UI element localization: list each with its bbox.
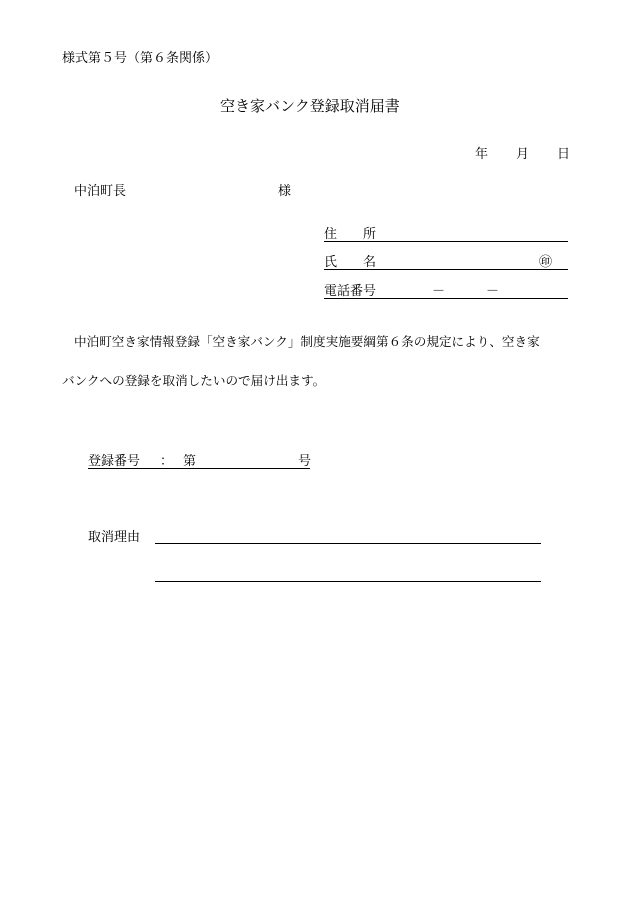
cancel-reason-label: 取消理由 [88, 530, 141, 545]
date-month-label: 月 [516, 147, 530, 162]
seal-mark: ㊞ [539, 255, 553, 270]
date-day-label: 日 [557, 147, 571, 162]
address-field-line [324, 241, 568, 242]
registration-field-line [88, 468, 310, 469]
registration-prefix: 第 [183, 454, 197, 469]
phone-field-line [324, 298, 568, 299]
page-title: 空き家バンク登録取消届書 [220, 97, 400, 115]
registration-suffix: 号 [298, 454, 312, 469]
registration-number-label: 登録番号 [88, 454, 141, 469]
phone-label: 電話番号 [324, 284, 377, 299]
addressee-name: 中泊町長 [74, 184, 127, 199]
form-number: 様式第５号（第６条関係） [62, 51, 219, 66]
cancel-reason-line-1 [155, 543, 541, 544]
phone-dash-1: － [432, 284, 446, 299]
phone-dash-2: － [486, 284, 500, 299]
cancel-reason-line-2 [155, 581, 541, 582]
date-year-label: 年 [475, 147, 489, 162]
registration-colon: ： [160, 454, 174, 469]
name-label: 氏 名 [324, 255, 377, 270]
addressee-honorific: 様 [278, 184, 292, 199]
body-text-line-2: バンクへの登録を取消したいので届け出ます。 [62, 373, 326, 388]
body-text-line-1: 中泊町空き家情報登録「空き家バンク」制度実施要綱第６条の規定により、空き家 [74, 334, 540, 349]
name-field-line [324, 269, 568, 270]
address-label: 住 所 [324, 227, 377, 242]
